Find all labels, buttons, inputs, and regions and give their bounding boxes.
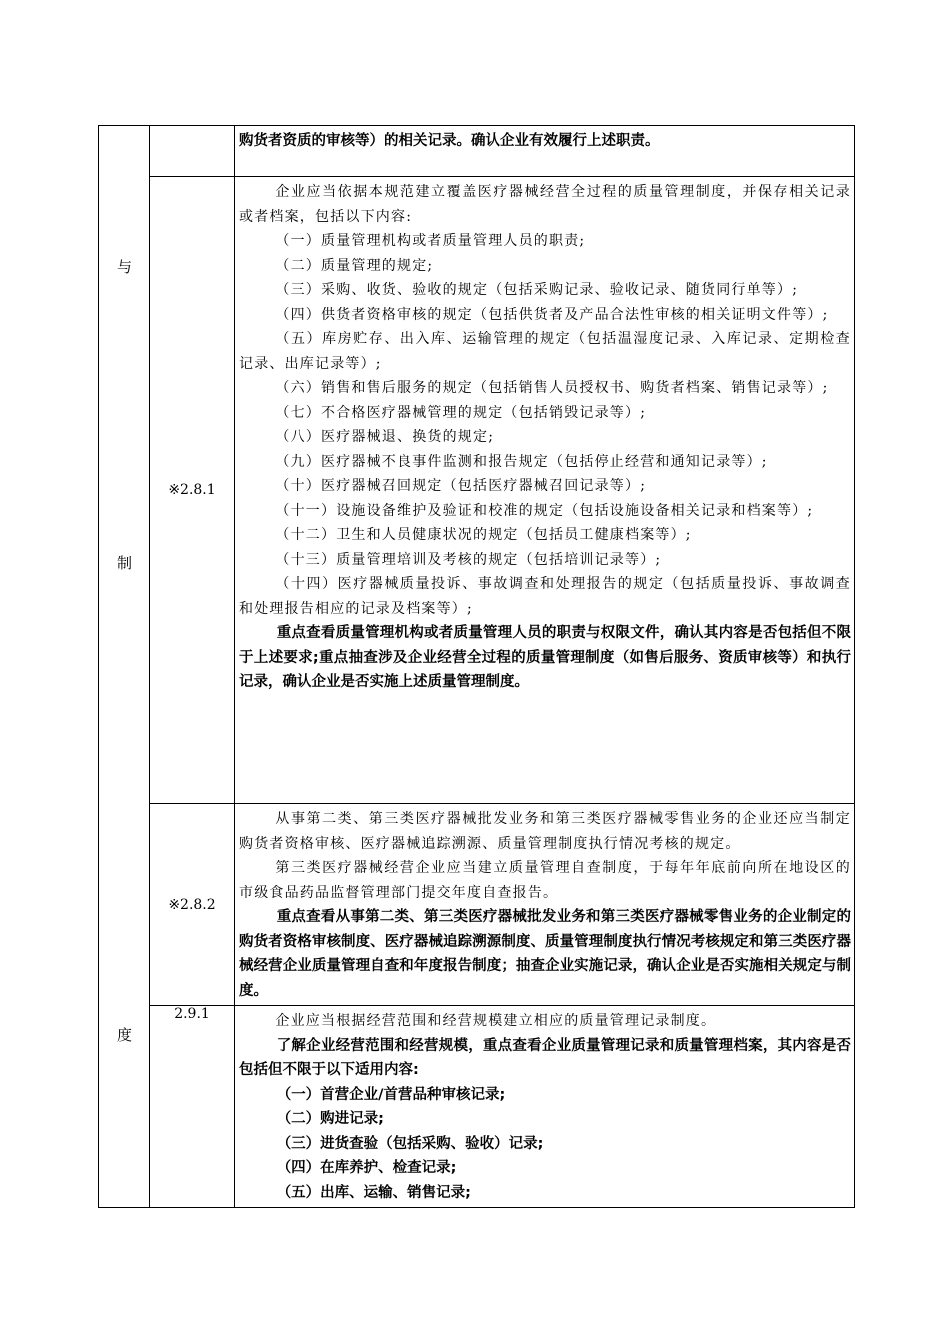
check-point-text: 了解企业经营范围和经营规模，重点查看企业质量管理记录和质量管理档案，其内容是否包括但不限于以下适用内容: <box>239 1037 851 1078</box>
content-cell-2-9-1 <box>235 1006 855 1208</box>
list-item: （三）采购、收货、验收的规定（包括采购记录、验收记录、随货同行单等）; <box>275 282 799 298</box>
item-code-2-8-2: ※2.8.2 <box>150 804 235 1006</box>
item-code-2-8-1: ※2.8.1 <box>150 177 235 804</box>
item-code-cell <box>150 126 235 177</box>
list-item: （三）进货查验（包括采购、验收）记录; <box>276 1135 544 1152</box>
list-item: （四）在库养护、检查记录; <box>276 1160 457 1176</box>
list-item: （八）医疗器械退、换货的规定; <box>275 429 495 445</box>
list-item: （七）不合格医疗器械管理的规定（包括销毁记录等）; <box>275 404 647 421</box>
list-item: （一）首营企业/首营品种审核记录; <box>276 1086 506 1103</box>
list-item: （五）库房贮存、出入库、运输管理的规定（包括温湿度记录、入库记录、定期检查记录、出库记录等）; <box>239 331 851 372</box>
item-code-2-9-1: 2.9.1 <box>150 1006 235 1208</box>
list-item: （一）质量管理机构或者质量管理人员的职责; <box>275 233 586 249</box>
content-cell-2-8-1 <box>235 177 855 804</box>
list-item: （十二）卫生和人员健康状况的规定（包括员工健康档案等）; <box>275 527 692 543</box>
section-column <box>99 126 150 1208</box>
content-cell-continued <box>235 126 855 177</box>
check-point-text: 重点查看从事第二类、第三类医疗器械批发业务和第三类医疗器械零售业务的企业制定的购货者资格审核制度、医疗器械追踪溯源制度、质量管理制度执行情况考核规定和第三类医疗器械经营企业质量管理自查和年度报告制度；抽查企业实施记录，确认企业是否实施相关规定与制度。 <box>239 909 851 999</box>
list-item: （四）供货者资格审核的规定（包括供货者及产品合法性审核的相关证明文件等）; <box>275 306 829 323</box>
section-char-3: 度 <box>116 1026 132 1044</box>
list-item: （十一）设施设备维护及验证和校准的规定（包括设施设备相关记录和档案等）; <box>275 502 814 519</box>
list-item: （九）医疗器械不良事件监测和报告规定（包括停止经营和通知记录等）; <box>275 453 768 470</box>
section-char-1: 与 <box>116 258 132 276</box>
list-item: （十）医疗器械召回规定（包括医疗器械召回记录等）; <box>275 478 647 494</box>
content-cell-2-8-2 <box>235 804 855 1006</box>
list-item: （五）出库、运输、销售记录; <box>276 1184 471 1201</box>
requirement-text: 企业应当根据经营范围和经营规模建立相应的质量管理记录制度。 <box>275 1013 717 1029</box>
list-item: （十三）质量管理培训及考核的规定（包括培训记录等）; <box>275 551 662 568</box>
requirement-text: 第三类医疗器械经营企业应当建立质量管理自查制度，于每年年底前向所在地设区的市级食品药品监督管理部门提交年度自查报告。 <box>239 860 851 901</box>
list-item: （二）购进记录; <box>276 1111 384 1127</box>
requirement-text: 从事第二类、第三类医疗器械批发业务和第三类医疗器械零售业务的企业还应当制定购货者资格审核、医疗器械追踪溯源、质量管理制度执行情况考核的规定。 <box>239 811 851 852</box>
intro-text: 企业应当依据本规范建立覆盖医疗器械经营全过程的质量管理制度，并保存相关记录或者档案，包括以下内容: <box>239 184 851 225</box>
list-item: （十四）医疗器械质量投诉、事故调查和处理报告的规定（包括质量投诉、事故调查和处理报告相应的记录及档案等）; <box>239 576 851 617</box>
continued-check-text: 购货者资质的审核等）的相关记录。确认企业有效履行上述职责。 <box>239 133 660 149</box>
list-item: （六）销售和售后服务的规定（包括销售人员授权书、购货者档案、销售记录等）; <box>275 380 829 396</box>
list-item: （二）质量管理的规定; <box>275 257 434 274</box>
regulation-table <box>98 125 855 1208</box>
check-point-text: 重点查看质量管理机构或者质量管理人员的职责与权限文件，确认其内容是否包括但不限于上述要求;重点抽查涉及企业经营全过程的质量管理制度（如售后服务、资质审核等）和执行记录，确认企业是否实施上述质量管理制度。 <box>239 625 851 690</box>
section-char-2: 制 <box>116 554 132 572</box>
regulation-table-page <box>98 125 854 1208</box>
